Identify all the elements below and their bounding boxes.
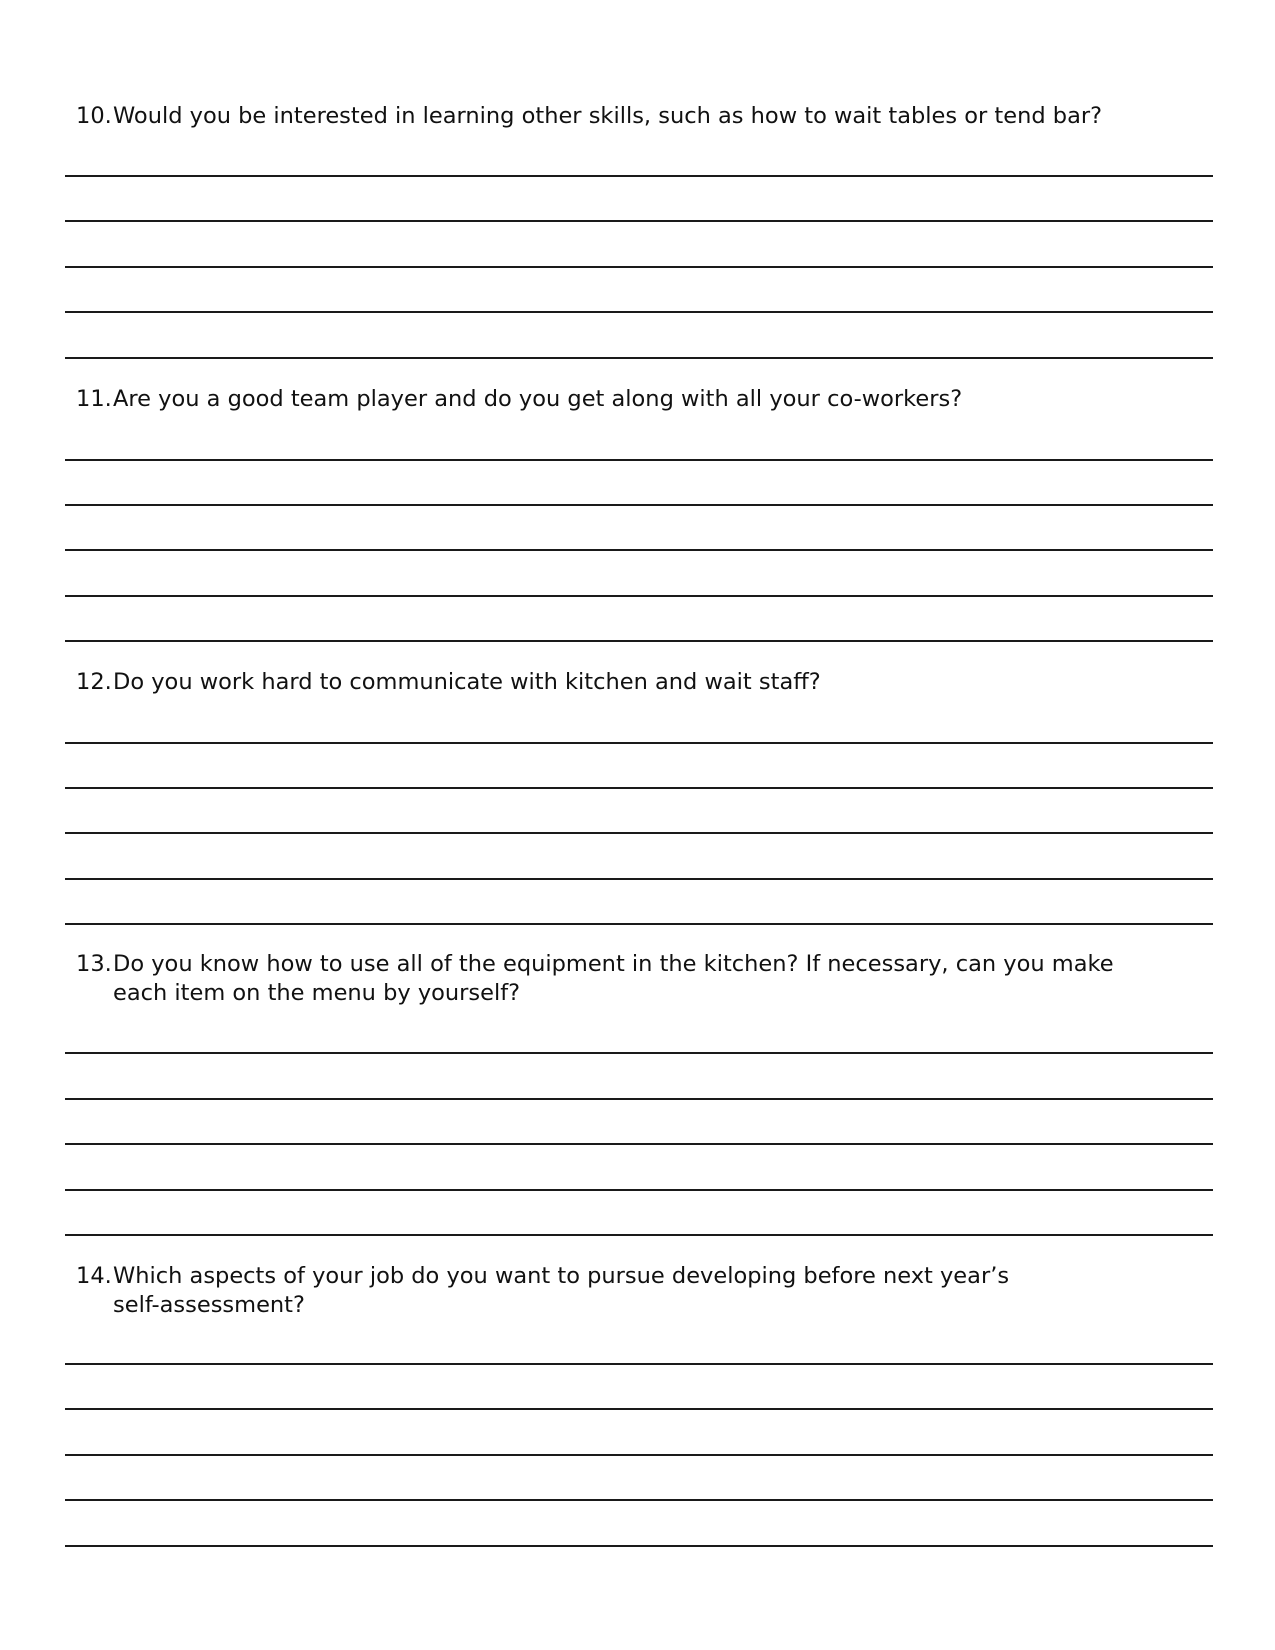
question-text: Would you be interested in learning other skills, such as how to wait tables or tend bar? <box>113 103 1103 129</box>
answer-line[interactable] <box>65 459 1213 461</box>
question-number: 11. <box>76 386 112 412</box>
answer-line[interactable] <box>65 504 1213 506</box>
answer-line[interactable] <box>65 1454 1213 1456</box>
question-text: Are you a good team player and do you get along with all your co-workers? <box>113 386 963 412</box>
question-text-continued: each item on the menu by yourself? <box>113 980 521 1006</box>
answer-line[interactable] <box>65 742 1213 744</box>
answer-line[interactable] <box>65 1363 1213 1365</box>
question-number: 10. <box>76 103 112 129</box>
answer-line[interactable] <box>65 266 1213 268</box>
question-text-continued: self-assessment? <box>113 1292 305 1318</box>
question-text: Do you know how to use all of the equipment in the kitchen? If necessary, can you make <box>113 951 1114 977</box>
answer-line[interactable] <box>65 357 1213 359</box>
answer-line[interactable] <box>65 1499 1213 1501</box>
question-12 <box>76 668 1196 697</box>
answer-line[interactable] <box>65 220 1213 222</box>
answer-line[interactable] <box>65 1143 1213 1145</box>
question-number: 13. <box>76 951 112 977</box>
answer-line[interactable] <box>65 923 1213 925</box>
answer-line[interactable] <box>65 832 1213 834</box>
answer-line[interactable] <box>65 1052 1213 1054</box>
answer-line[interactable] <box>65 1545 1213 1547</box>
question-number: 14. <box>76 1263 112 1289</box>
answer-line[interactable] <box>65 878 1213 880</box>
answer-line[interactable] <box>65 311 1213 313</box>
answer-line[interactable] <box>65 1234 1213 1236</box>
answer-line[interactable] <box>65 1098 1213 1100</box>
question-text: Which aspects of your job do you want to pursue developing before next year’s <box>113 1263 1010 1289</box>
answer-line[interactable] <box>65 595 1213 597</box>
question-14 <box>76 1262 1196 1320</box>
question-13 <box>76 950 1196 1008</box>
answer-line[interactable] <box>65 175 1213 177</box>
question-10 <box>76 102 1196 131</box>
answer-line[interactable] <box>65 549 1213 551</box>
answer-line[interactable] <box>65 787 1213 789</box>
answer-line[interactable] <box>65 1189 1213 1191</box>
answer-line[interactable] <box>65 1408 1213 1410</box>
question-text: Do you work hard to communicate with kitchen and wait staff? <box>113 669 821 695</box>
answer-line[interactable] <box>65 640 1213 642</box>
question-number: 12. <box>76 669 112 695</box>
question-11 <box>76 385 1196 414</box>
